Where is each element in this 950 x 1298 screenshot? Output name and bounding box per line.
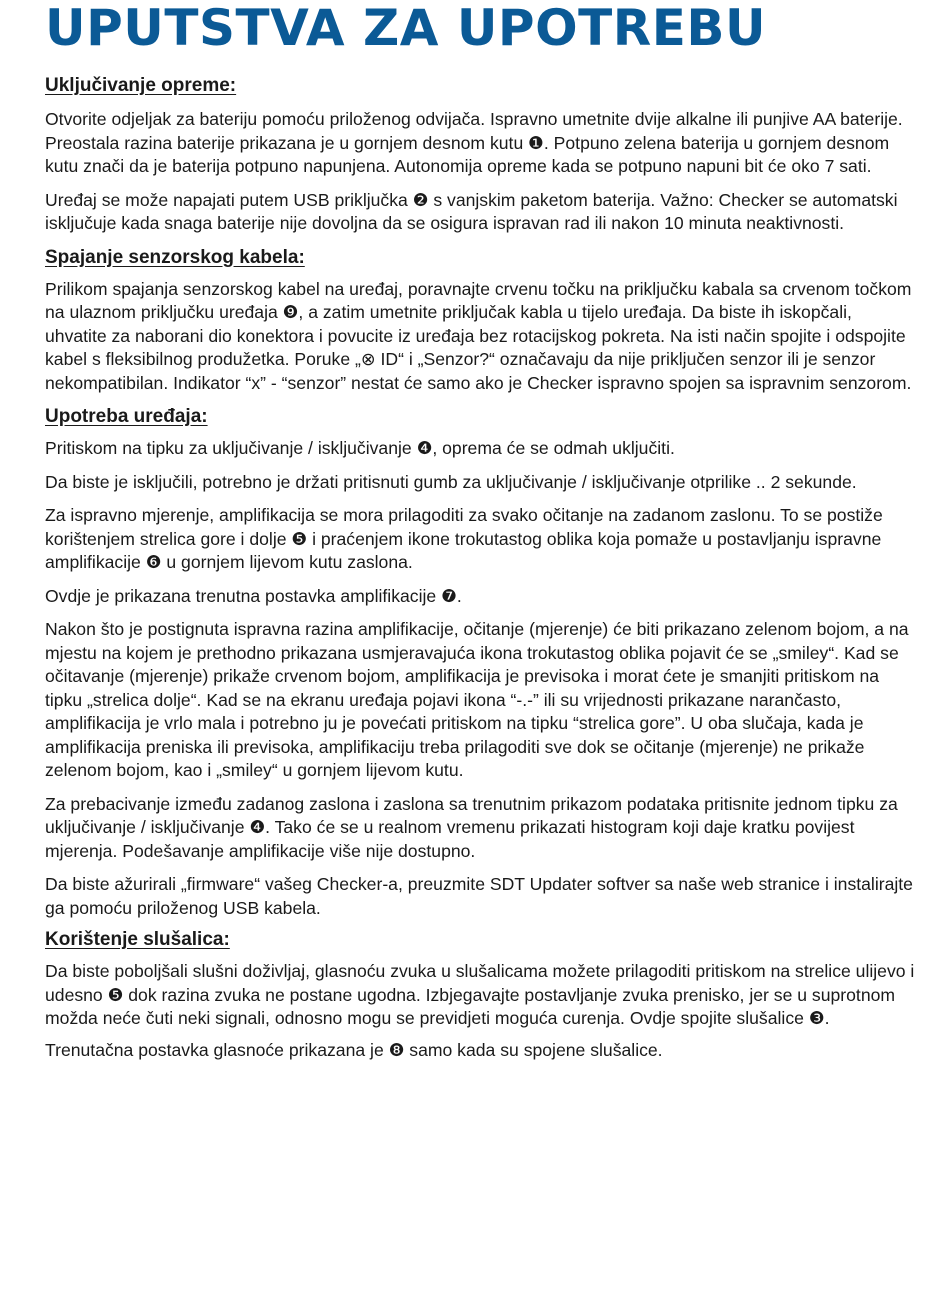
paragraph-sensor-cable: Prilikom spajanja senzorskog kabel na uređaj, poravnajte crvenu točku na priključku kabala sa crvenom točkom na ulaznom priključku uređaja ❾, a zatim umetnite priključak kabla u tijelo uređaja. Da biste ih iskopčali, uhvatite za naborani dio konektora i povucite iz uređaja bez rotacijskog pokreta. Na isti način spojite i odspojite kabel s fleksibilnog produžetka. Poruke „⊗ ID“ i „Senzor?“ označavaju da nije priključen senzor ili je senzor nekompatibilan. Indikator “x” - “senzor” nestat će samo ako je Checker ispravno spojen sa ispravnim senzorom. bbox=[45, 278, 912, 393]
paragraph-power-off: Da biste je isključili, potrebno je držati pritisnuti gumb za uključivanje / isključivanje otprilike .. 2 sekunde. bbox=[45, 471, 857, 492]
paragraph-screen-switch: Za prebacivanje između zadanog zaslona i zaslona sa trenutnim prikazom podataka pritisnite jednom tipku za uključivanje / isključivanje ❹. Tako će se u realnom vremenu prikazati histogram koji daje kratku povijest mjerenja. Podešavanje amplifikacije više nije dostupno. bbox=[45, 793, 898, 861]
paragraph-reading-colors: Nakon što je postignuta ispravna razina amplifikacije, očitanje (mjerenje) će biti prikazano zelenom bojom, a na mjestu na kojem je prethodno prikazana usmjeravajuća ikona trokutastog oblika pojavit će se „smiley“. Kad se očitavanje (mjerenje) prikaže crvenom bojom, amplifikacija je previsoka i morat ćete je smanjiti pritiskom na tipku „strelica dolje“. Kad se na ekranu uređaja pojavi ikona “-.-” ili su vrijednosti prikazane narančasto, amplifikacija je vrlo mala i potrebno ju je povećati pritiskom na tipku “strelica gore”. U oba slučaja, kada je amplifikacija preniska ili previsoka, amplifikaciju treba prilagoditi sve dok se očitanje (mjerenje) ne prikaže zelenom bojom, kao i „smiley“ u gornjem lijevom kutu. bbox=[45, 619, 909, 780]
section-heading-power-on: Uključivanje opreme: bbox=[45, 75, 237, 96]
section-heading-device-use: Upotreba uređaja: bbox=[45, 406, 208, 427]
section-heading-headphones: Korištenje slušalica: bbox=[45, 929, 230, 950]
paragraph-usb-power: Uređaj se može napajati putem USB priključka ❷ s vanjskim paketom baterija. Važno: Checker se automatski isključuje kada snaga baterije nije dovoljna da se osigura ispravan rad ili nakon 10 minuta neaktivnosti. bbox=[45, 189, 898, 233]
page-title: UPUTSTVA ZA UPOTREBU bbox=[45, 0, 767, 57]
paragraph-headphone-volume: Da biste poboljšali slušni doživljaj, glasnoću zvuka u slušalicama možete prilagoditi pritiskom na strelice ulijevo i udesno ❺ dok razina zvuka ne postane ugodna. Izbjegavajte postavljanje zvuka prenisko, jer se u suprotnom možda neće čuti neki signali, odnosno mogu se previdjeti moguća curenja. Ovdje spojite slušalice ❸. bbox=[45, 961, 915, 1028]
instructions-page bbox=[45, 0, 915, 1062]
paragraph-firmware-update: Da biste ažurirali „firmware“ vašeg Checker-a, preuzmite SDT Updater softver sa naše web stranice i instalirajte ga pomoću priloženog USB kabela. bbox=[45, 874, 913, 918]
paragraph-volume-display: Trenutačna postavka glasnoće prikazana je ❽ samo kada su spojene slušalice. bbox=[45, 1039, 663, 1060]
paragraph-battery-insert: Otvorite odjeljak za bateriju pomoću priloženog odvijača. Ispravno umetnite dvije alkalne ili punjive AA baterije. Preostala razina baterije prikazana je u gornjem desnom kutu ❶. Potpuno zelena baterija u gornjem desnom kutu znači da je baterija potpuno napunjena. Autonomija opreme kada se potpuno napuni bit će oko 7 sati. bbox=[45, 109, 903, 176]
section-heading-sensor-cable: Spajanje senzorskog kabela: bbox=[45, 246, 305, 268]
paragraph-amplification-setting: Ovdje je prikazana trenutna postavka amplifikacije ❼. bbox=[45, 585, 462, 606]
paragraph-amplification: Za ispravno mjerenje, amplifikacija se mora prilagoditi za svako očitanje na zadanom zaslonu. To se postiže korištenjem strelica gore i dolje ❺ i praćenjem ikone trokutastog oblika koja pomaže u postavljanju ispravne amplifikacije ❻ u gornjem lijevom kutu zaslona. bbox=[45, 505, 883, 572]
paragraph-power-button: Pritiskom na tipku za uključivanje / isključivanje ❹, oprema će se odmah uključiti. bbox=[45, 438, 675, 458]
